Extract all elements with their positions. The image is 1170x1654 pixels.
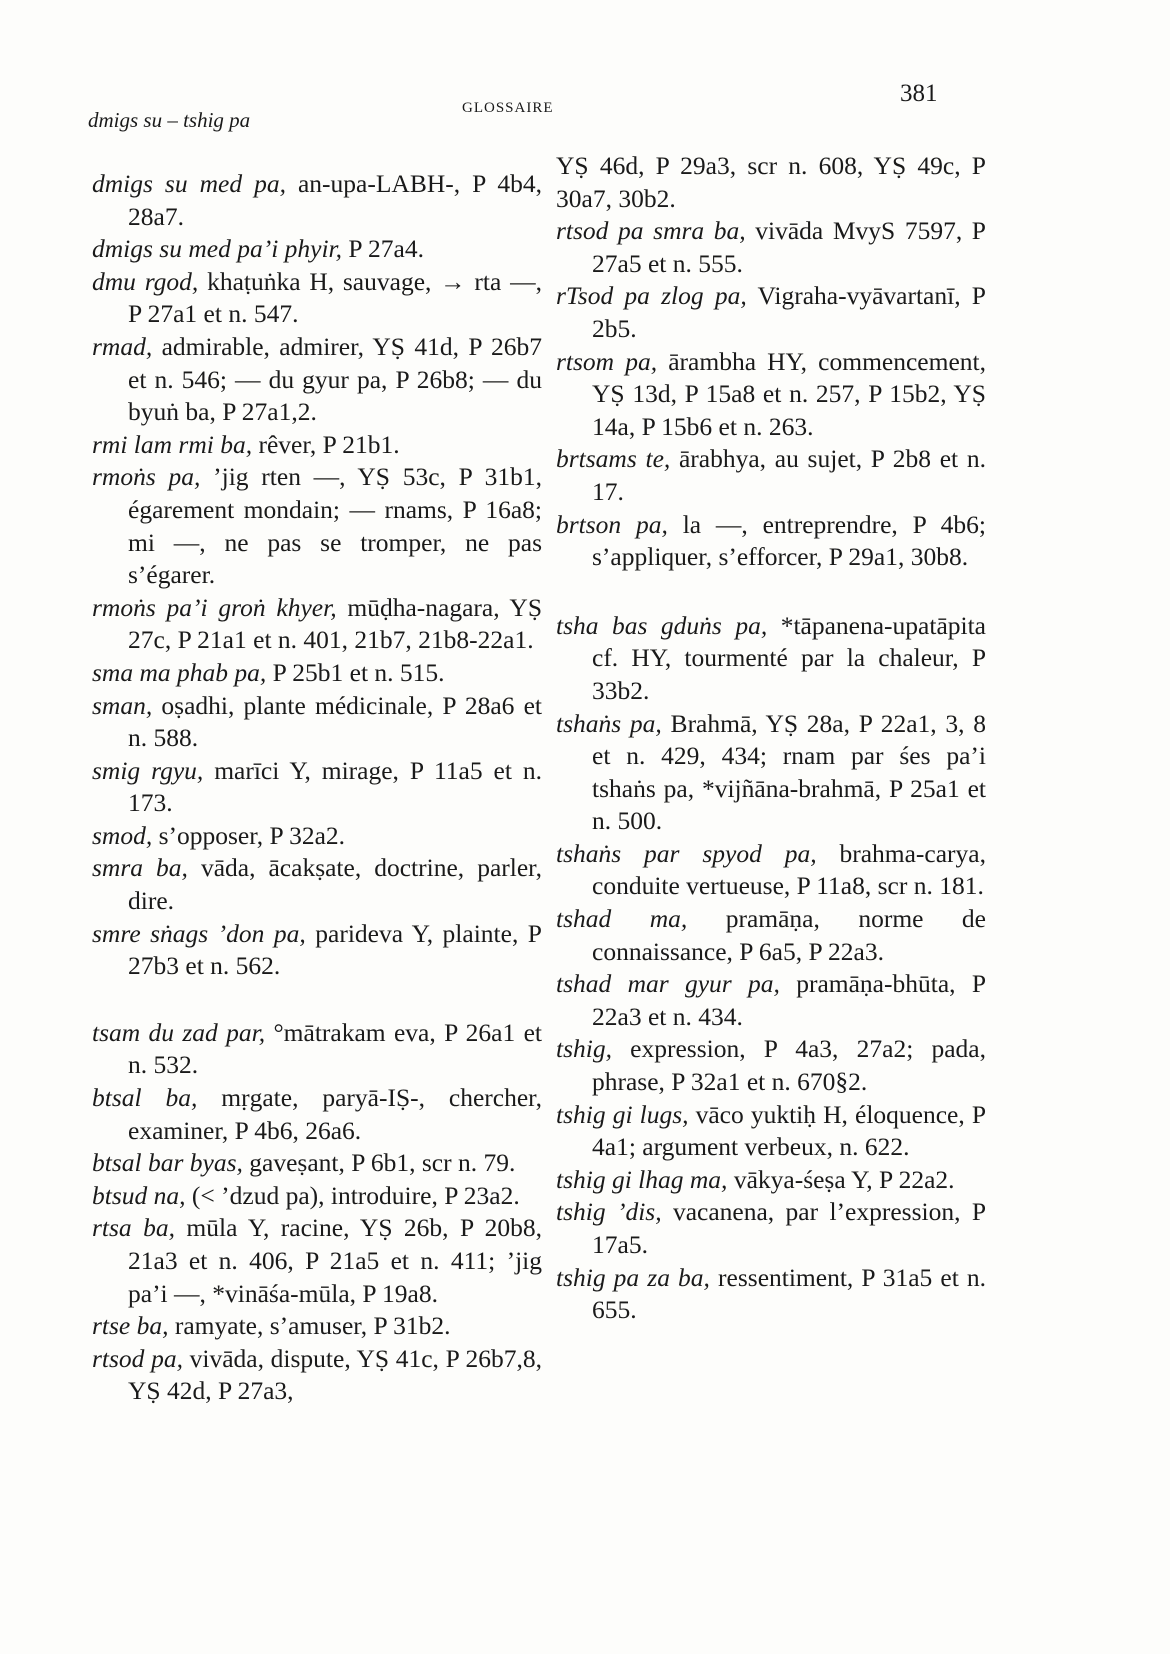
glossary-entry bbox=[92, 1082, 542, 1147]
glossary-entry bbox=[556, 509, 986, 574]
entry-term: btsal bar byas, bbox=[92, 1148, 243, 1178]
entry-definition: P 27a4. bbox=[342, 234, 424, 264]
glossary-entry bbox=[92, 1017, 542, 1082]
entry-definition: oṣadhi, plante médicinale, P 28a6 et n. 588. bbox=[128, 690, 542, 753]
section-gap bbox=[92, 983, 542, 1017]
entry-definition: gaveṣant, P 6b1, scr n. 79. bbox=[242, 1148, 516, 1178]
entry-definition: s’opposer, P 32a2. bbox=[152, 820, 346, 850]
entry-definition: ressentiment, P 31a5 et n. 655. bbox=[592, 1262, 986, 1325]
glossary-entry bbox=[556, 838, 986, 903]
entry-definition: (< ’dzud pa), introduire, P 23a2. bbox=[185, 1180, 520, 1210]
entry-term: tshad mar gyur pa, bbox=[556, 969, 780, 999]
entry-term: brtsams te, bbox=[556, 444, 671, 474]
glossary-entry bbox=[556, 708, 986, 838]
entry-definition: vāco yuktiḥ H, éloquence, P 4a1; argument verbeux, n. 622. bbox=[592, 1099, 987, 1162]
entry-term: rmad, bbox=[92, 331, 153, 361]
glossary-entry bbox=[92, 1343, 542, 1408]
running-head: dmigs su – tshig pa bbox=[88, 108, 251, 132]
entry-term: tshig, bbox=[556, 1034, 612, 1064]
entry-term: tsam du zad par, bbox=[92, 1017, 266, 1047]
glossary-entry bbox=[92, 331, 542, 429]
entry-definition: ’jig rten —, YṢ 53c, P 31b1, égarement mondain; — rnams, P 16a8; mi —, ne pas se tromper, ne pas s’égarer. bbox=[128, 462, 542, 590]
entry-term: rmoṅs pa, bbox=[92, 462, 201, 492]
entry-term: btsal ba, bbox=[92, 1083, 198, 1113]
left-column bbox=[92, 168, 542, 1408]
entry-term: tshig gi lhag ma, bbox=[556, 1164, 728, 1194]
entry-definition: pramāṇa, norme de connaissance, P 6a5, P 22a3. bbox=[592, 904, 986, 966]
glossary-entry bbox=[92, 918, 542, 983]
glossary-entry bbox=[92, 1212, 542, 1310]
glossary-entry bbox=[92, 168, 542, 233]
entry-definition: parideva Y, plainte, P 27b3 et n. 562. bbox=[128, 918, 542, 981]
entry-definition: °mātrakam eva, P 26a1 et n. 532. bbox=[128, 1017, 542, 1080]
entry-definition: *tāpanena-upatāpita cf. HY, tourmenté par la chaleur, P 33b2. bbox=[592, 610, 986, 705]
entry-term: tshad ma, bbox=[556, 904, 688, 934]
glossary-entry bbox=[92, 266, 542, 331]
entry-definition: khaṭuṅka H, sauvage, → rta —, P 27a1 et n. 547. bbox=[128, 266, 542, 329]
section-gap bbox=[556, 574, 986, 610]
entry-definition: vivāda MvyS 7597, P 27a5 et n. 555. bbox=[592, 216, 986, 278]
glossary-entry bbox=[556, 346, 986, 444]
glossary-entry bbox=[556, 1099, 986, 1164]
entry-term: rTsod pa zlog pa, bbox=[556, 281, 747, 311]
entry-definition: vāda, ācakṣate, doctrine, parler, dire. bbox=[128, 853, 543, 916]
entry-term: rmoṅs pa’i groṅ khyer, bbox=[92, 592, 337, 622]
entry-definition: YṢ 46d, P 29a3, scr n. 608, YṢ 49c, P 30a7, 30b2. bbox=[556, 151, 986, 213]
glossary-entry bbox=[556, 280, 986, 345]
entry-term: rtsod pa smra ba, bbox=[556, 216, 746, 246]
entry-definition: admirable, admirer, YṢ 41d, P 26b7 et n. 546; — du gyur pa, P 26b8; — du byuṅ ba, P 27a1,2. bbox=[128, 331, 542, 427]
glossary-entry-continued bbox=[556, 150, 986, 215]
glossary-entry bbox=[92, 429, 542, 462]
entry-term: rtsa ba, bbox=[92, 1213, 175, 1243]
entry-term: sman, bbox=[92, 690, 153, 720]
glossary-entry bbox=[556, 1164, 986, 1197]
page-number: 381 bbox=[900, 80, 938, 107]
glossary-entry bbox=[556, 1262, 986, 1327]
entry-term: sma ma phab pa, bbox=[92, 657, 267, 687]
glossary-entry bbox=[92, 1310, 542, 1343]
entry-term: smod, bbox=[92, 820, 153, 850]
glossary-entry bbox=[92, 1180, 542, 1213]
entry-definition: P 25b1 et n. 515. bbox=[266, 657, 445, 687]
entry-definition: expression, P 4a3, 27a2; pada, phrase, P 32a1 et n. 670§2. bbox=[592, 1034, 986, 1097]
glossary-entry bbox=[556, 215, 986, 280]
entry-definition: la —, entreprendre, P 4b6; s’appliquer, s’efforcer, P 29a1, 30b8. bbox=[592, 509, 986, 572]
entry-definition: Vigraha-vyāvartanī, P 2b5. bbox=[592, 281, 986, 343]
entry-definition: marīci Y, mirage, P 11a5 et n. 173. bbox=[128, 755, 542, 818]
glossary-entry bbox=[92, 657, 542, 690]
entry-term: tshig pa za ba, bbox=[556, 1262, 710, 1292]
glossary-entry bbox=[92, 852, 542, 917]
entry-term: tsha bas gduṅs pa, bbox=[556, 610, 768, 640]
glossary-entry bbox=[92, 1147, 542, 1180]
glossary-entry bbox=[92, 233, 542, 266]
entry-definition: vivāda, dispute, YṢ 41c, P 26b7,8, YṢ 42d, P 27a3, bbox=[128, 1343, 542, 1406]
entry-term: dmigs su med pa’i phyir, bbox=[92, 234, 343, 264]
entry-term: smig rgyu, bbox=[92, 755, 204, 785]
entry-definition: mṛgate, paryā-IṢ-, chercher, examiner, P 4b6, 26a6. bbox=[128, 1083, 543, 1145]
glossary-entry bbox=[92, 461, 542, 591]
glossary-entry bbox=[556, 903, 986, 968]
entry-term: brtson pa, bbox=[556, 509, 668, 539]
glossary-entry bbox=[556, 1033, 986, 1098]
entry-term: smra ba, bbox=[92, 853, 188, 883]
glossary-entry bbox=[556, 443, 986, 508]
entry-definition: rêver, P 21b1. bbox=[252, 429, 400, 459]
entry-definition: ārabhya, au sujet, P 2b8 et n. 17. bbox=[592, 444, 986, 506]
entry-definition: mūla Y, racine, YṢ 26b, P 20b8, 21a3 et n. 406, P 21a5 et n. 411; ’jig pa’i —, *vināśa-mūla, P 19a8. bbox=[128, 1213, 542, 1308]
glossary-entry bbox=[556, 968, 986, 1033]
entry-term: dmu rgod, bbox=[92, 266, 199, 296]
entry-term: tshig gi lugs, bbox=[556, 1099, 689, 1129]
entry-term: rtsom pa, bbox=[556, 346, 658, 376]
entry-term: tshaṅs par spyod pa, bbox=[556, 838, 817, 868]
glossary-entry bbox=[556, 610, 986, 708]
entry-definition: vākya-śeṣa Y, P 22a2. bbox=[727, 1164, 955, 1194]
entry-definition: brahma-carya, conduite vertueuse, P 11a8, scr n. 181. bbox=[592, 838, 986, 901]
glossary-entry bbox=[556, 1196, 986, 1261]
entry-term: dmigs su med pa, bbox=[92, 169, 286, 198]
entry-term: smre sṅags ’don pa, bbox=[92, 918, 306, 948]
entry-term: btsud na, bbox=[92, 1180, 186, 1210]
entry-definition: an-upa-LABH-, P 4b4, 28a7. bbox=[128, 169, 542, 231]
glossary-entry bbox=[92, 755, 542, 820]
glossary-entry bbox=[92, 820, 542, 853]
entry-definition: vacanena, par l’expression, P 17a5. bbox=[592, 1197, 987, 1259]
section-title: GLOSSAIRE bbox=[462, 100, 554, 116]
entry-term: rtsod pa, bbox=[92, 1343, 183, 1373]
entry-definition: ramyate, s’amuser, P 31b2. bbox=[168, 1311, 451, 1341]
entry-definition: Brahmā, YṢ 28a, P 22a1, 3, 8 et n. 429, 434; rnam par śes pa’i tshaṅs pa, *vijñāna-brahmā, P 25a1 et n. 500. bbox=[592, 708, 987, 836]
entry-definition: ārambha HY, commencement, YṢ 13d, P 15a8 et n. 257, P 15b2, YṢ 14a, P 15b6 et n. 263. bbox=[592, 346, 986, 441]
entry-definition: pramāṇa-bhūta, P 22a3 et n. 434. bbox=[592, 969, 987, 1031]
entry-term: rtse ba, bbox=[92, 1311, 169, 1341]
entry-term: tshig ’dis, bbox=[556, 1197, 662, 1227]
entry-term: rmi lam rmi ba, bbox=[92, 429, 253, 459]
glossary-entry bbox=[92, 690, 542, 755]
glossary-entry bbox=[92, 592, 542, 657]
entry-term: tshaṅs pa, bbox=[556, 708, 662, 738]
right-column bbox=[556, 150, 986, 1327]
entry-definition: mūḍha-nagara, YṢ 27c, P 21a1 et n. 401, 21b7, 21b8-22a1. bbox=[128, 592, 542, 655]
